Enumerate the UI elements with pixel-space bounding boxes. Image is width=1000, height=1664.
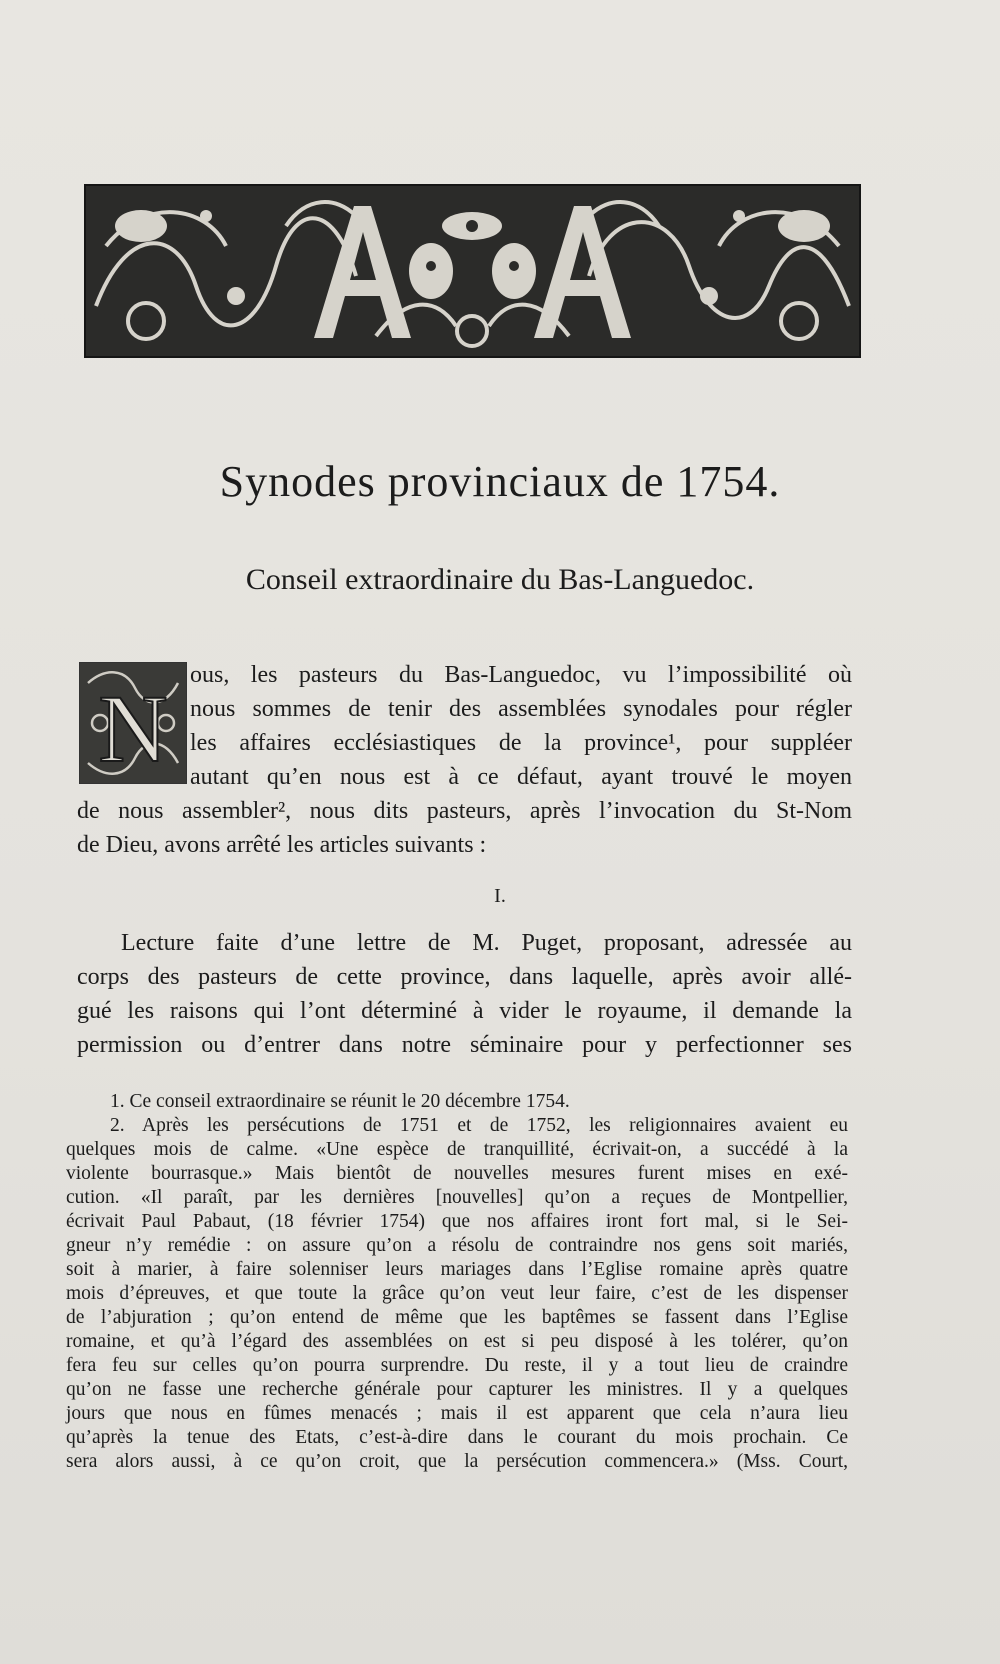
footnote-2-line: sera alors aussi, à ce qu’on croit, que la persécution commencera.» (Mss. Court,: [66, 1451, 848, 1472]
footnote-2-line: gneur n’y remédie : on assure qu’on a résolu de contraindre nos gens soit mariés,: [66, 1235, 848, 1256]
footnote-2-line: romaine, et qu’à l’égard des assemblées on est si peu disposé à les tolérer, qu’on: [66, 1331, 848, 1352]
intro-line: de nous assembler², nous dits pasteurs, après l’invocation du St-Nom: [77, 798, 852, 824]
footnote-2-line: jours que nous en fûmes menacés ; mais il est apparent que cela n’aura lieu: [66, 1403, 848, 1424]
article-number: I.: [494, 885, 506, 907]
article-line: permission ou d’entrer dans notre séminaire pour y perfectionner ses: [77, 1032, 852, 1058]
intro-paragraph: [77, 658, 852, 862]
footnote-2-line: qu’on ne fasse une recherche générale pour capturer les ministres. Il y a quelques: [66, 1379, 848, 1400]
footnote-2-line: soit à marier, à faire solenniser leurs mariages dans l’Eglise romaine après quatre: [66, 1259, 848, 1280]
footnotes: [66, 1090, 848, 1474]
intro-line: nous sommes de tenir des assemblées synodales pour régler: [190, 696, 852, 722]
footnote-2-line: mois d’épreuves, et que toute la grâce qu’on veut leur faire, c’est de les dispenser: [66, 1283, 848, 1304]
intro-line: ous, les pasteurs du Bas-Languedoc, vu l’impossibilité où: [190, 662, 852, 688]
footnote-2-line: cution. «Il paraît, par les dernières [nouvelles] qu’on a reçues de Montpellier,: [66, 1187, 848, 1208]
footnote-2-line: 2. Après les persécutions de 1751 et de 1752, les religionnaires avaient eu: [110, 1115, 848, 1136]
ornament-illustration: [86, 186, 859, 356]
article-paragraph: [77, 926, 852, 1062]
footnote-2-line: fera feu sur celles qu’on pourra surprendre. Du reste, il y a tout lieu de craindre: [66, 1355, 848, 1376]
footnote-1: 1. Ce conseil extraordinaire se réunit le 20 décembre 1754.: [110, 1091, 570, 1112]
footnote-2-line: qu’après la tenue des Etats, c’est-à-dire dans le courant du mois prochain. Ce: [66, 1427, 848, 1448]
intro-line: autant qu’en nous est à ce défaut, ayant trouvé le moyen: [190, 764, 852, 790]
footnote-2-line: violente bourrasque.» Mais bientôt de nouvelles mesures furent mises en exé-: [66, 1163, 848, 1184]
article-line: gué les raisons qui l’ont déterminé à vider le royaume, il demande la: [77, 998, 852, 1024]
page-title: Synodes provinciaux de 1754.: [219, 457, 781, 506]
ornamental-headpiece: [84, 184, 861, 358]
article-line: corps des pasteurs de cette province, dans laquelle, après avoir allé-: [77, 964, 852, 990]
dropcap-letter: N: [98, 675, 168, 782]
footnote-2-line: écrivait Paul Pabaut, (18 février 1754) que nos affaires iront fort mal, si le Sei-: [66, 1211, 848, 1232]
intro-line: les affaires ecclésiastiques de la province¹, pour suppléer: [190, 730, 852, 756]
article-line: Lecture faite d’une lettre de M. Puget, proposant, adressée au: [121, 930, 852, 956]
intro-line: de Dieu, avons arrêté les articles suivants :: [77, 832, 487, 858]
footnote-2-line: quelques mois de calme. «Une espèce de tranquillité, écrivait-on, a succédé à la: [66, 1139, 848, 1160]
footnote-2-line: de l’abjuration ; qu’on entend de même que les baptêmes se fassent dans l’Eglise: [66, 1307, 848, 1328]
section-subtitle: Conseil extraordinaire du Bas-Languedoc.: [245, 563, 755, 596]
